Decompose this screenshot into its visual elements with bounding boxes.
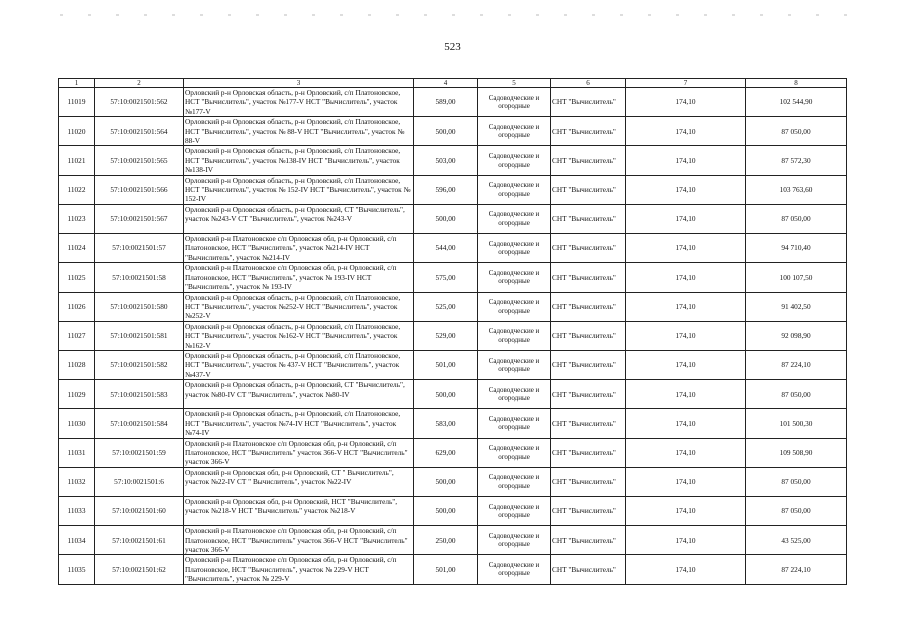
owner-name-cell: СНТ "Вычислитель"	[551, 175, 626, 204]
cadastral-value-cell: 87 050,00	[746, 204, 847, 233]
table-row	[59, 526, 847, 555]
permitted-use-cell: Садоводческие и огородные	[478, 146, 551, 175]
plot-area-cell: 589,00	[414, 88, 478, 117]
row-number-cell: 11021	[59, 146, 95, 175]
cadastral-value-cell: 87 050,00	[746, 380, 847, 409]
plot-address-cell: Орловский р-н Орловская область, р-н Орловский, с/п Платоновское, НСТ "Вычислитель", участок №138-IV НСТ "Вычислитель", участок №138-IV	[184, 146, 414, 175]
page-number: 523	[444, 41, 461, 53]
cadastral-rate-cell: 174,10	[626, 555, 746, 584]
table-row	[59, 146, 847, 175]
cadastral-rate-cell: 174,10	[626, 175, 746, 204]
cadastral-rate-cell: 174,10	[626, 321, 746, 350]
permitted-use-cell: Садоводческие и огородные	[478, 438, 551, 467]
owner-name-cell: СНТ "Вычислитель"	[551, 350, 626, 379]
row-number-cell: 11028	[59, 350, 95, 379]
row-number-cell: 11027	[59, 321, 95, 350]
row-number-cell: 11029	[59, 380, 95, 409]
scan-artifact-line	[60, 14, 850, 16]
plot-address-cell: Орловский р-н Орловская область, р-н Орловский, с/п Платоновское, НСТ "Вычислитель", участок №162-V НСТ "Вычислитель", участок №162-V	[184, 321, 414, 350]
table-row	[59, 467, 847, 496]
cadastral-value-cell: 87 572,30	[746, 146, 847, 175]
cadastral-rate-cell: 174,10	[626, 496, 746, 525]
permitted-use-cell: Садоводческие и огородные	[478, 555, 551, 584]
table-row	[59, 117, 847, 146]
row-number-cell: 11034	[59, 526, 95, 555]
column-header: 2	[95, 79, 184, 88]
cadastral-rate-cell: 174,10	[626, 292, 746, 321]
plot-area-cell: 544,00	[414, 234, 478, 263]
cadastral-number-cell: 57:10:0021501:580	[95, 292, 184, 321]
cadastral-number-cell: 57:10:0021501:567	[95, 204, 184, 233]
plot-area-cell: 500,00	[414, 380, 478, 409]
permitted-use-cell: Садоводческие и огородные	[478, 88, 551, 117]
owner-name-cell: СНТ "Вычислитель"	[551, 263, 626, 292]
cadastral-rate-cell: 174,10	[626, 146, 746, 175]
cadastral-number-cell: 57:10:0021501:582	[95, 350, 184, 379]
plot-area-cell: 500,00	[414, 496, 478, 525]
plot-address-cell: Орловский р-н Орловская область, р-н Орловский, СТ "Вычислитель", участок №80-IV СТ "Вычислитель", участок №80-IV	[184, 380, 414, 409]
plot-area-cell: 500,00	[414, 117, 478, 146]
cadastral-number-cell: 57:10:0021501:581	[95, 321, 184, 350]
owner-name-cell: СНТ "Вычислитель"	[551, 117, 626, 146]
plot-area-cell: 525,00	[414, 292, 478, 321]
row-number-cell: 11023	[59, 204, 95, 233]
table-row	[59, 496, 847, 525]
cadastral-value-cell: 100 107,50	[746, 263, 847, 292]
cadastral-value-cell: 91 402,50	[746, 292, 847, 321]
owner-name-cell: СНТ "Вычислитель"	[551, 496, 626, 525]
cadastral-rate-cell: 174,10	[626, 263, 746, 292]
owner-name-cell: СНТ "Вычислитель"	[551, 321, 626, 350]
row-number-cell: 11019	[59, 88, 95, 117]
cadastral-value-cell: 109 508,90	[746, 438, 847, 467]
column-header: 7	[626, 79, 746, 88]
plot-area-cell: 503,00	[414, 146, 478, 175]
cadastral-rate-cell: 174,10	[626, 438, 746, 467]
table-row	[59, 409, 847, 438]
plot-area-cell: 529,00	[414, 321, 478, 350]
table-row	[59, 175, 847, 204]
permitted-use-cell: Садоводческие и огородные	[478, 409, 551, 438]
plot-address-cell: Орловский р-н Орловская область, р-н Орловский, с/п Платоновское, НСТ "Вычислитель", участок № 437-V НСТ "Вычислитель", участок №437-V	[184, 350, 414, 379]
cadastral-number-cell: 57:10:0021501:6	[95, 467, 184, 496]
owner-name-cell: СНТ "Вычислитель"	[551, 555, 626, 584]
table-row	[59, 555, 847, 584]
cadastral-number-cell: 57:10:0021501:583	[95, 380, 184, 409]
cadastral-number-cell: 57:10:0021501:61	[95, 526, 184, 555]
column-header: 4	[414, 79, 478, 88]
cadastral-value-cell: 102 544,90	[746, 88, 847, 117]
plot-address-cell: Орловский р-н Орловская обл, р-н Орловский, НСТ "Вычислитель", участок №218-V НСТ "Вычислитель" участок №218-V	[184, 496, 414, 525]
cadastral-value-cell: 101 500,30	[746, 409, 847, 438]
permitted-use-cell: Садоводческие и огородные	[478, 117, 551, 146]
cadastral-value-cell: 94 710,40	[746, 234, 847, 263]
cadastral-value-cell: 43 525,00	[746, 526, 847, 555]
permitted-use-cell: Садоводческие и огородные	[478, 380, 551, 409]
cadastral-value-cell: 87 050,00	[746, 117, 847, 146]
cadastral-rate-cell: 174,10	[626, 117, 746, 146]
plot-address-cell: Орловский р-н Орловская область, р-н Орловский, с/п Платоновское, НСТ "Вычислитель", участок №177-V НСТ "Вычислитель", участок №177-V	[184, 88, 414, 117]
permitted-use-cell: Садоводческие и огородные	[478, 496, 551, 525]
row-number-cell: 11022	[59, 175, 95, 204]
cadastral-value-cell: 103 763,60	[746, 175, 847, 204]
owner-name-cell: СНТ "Вычислитель"	[551, 88, 626, 117]
plot-address-cell: Орловский р-н Платоновское с/п Орловская обл, р-н Орловский, с/п Платоновское, НСТ "Вычислитель", участок № 229-V НСТ "Вычислитель", участок № 229-V	[184, 555, 414, 584]
row-number-cell: 11032	[59, 467, 95, 496]
table-row	[59, 321, 847, 350]
owner-name-cell: СНТ "Вычислитель"	[551, 146, 626, 175]
cadastral-rate-cell: 174,10	[626, 234, 746, 263]
permitted-use-cell: Садоводческие и огородные	[478, 292, 551, 321]
plot-address-cell: Орловский р-н Орловская область, р-н Орловский, СТ "Вычислитель", участок №243-V СТ "Вычислитель", участок №243-V	[184, 204, 414, 233]
permitted-use-cell: Садоводческие и огородные	[478, 526, 551, 555]
column-header: 3	[184, 79, 414, 88]
plot-area-cell: 501,00	[414, 350, 478, 379]
permitted-use-cell: Садоводческие и огородные	[478, 321, 551, 350]
cadastral-number-cell: 57:10:0021501:562	[95, 88, 184, 117]
permitted-use-cell: Садоводческие и огородные	[478, 350, 551, 379]
row-number-cell: 11020	[59, 117, 95, 146]
permitted-use-cell: Садоводческие и огородные	[478, 175, 551, 204]
row-number-cell: 11035	[59, 555, 95, 584]
column-number-header-row	[59, 79, 847, 88]
table-row	[59, 438, 847, 467]
cadastral-rate-cell: 174,10	[626, 467, 746, 496]
table-row	[59, 292, 847, 321]
cadastral-number-cell: 57:10:0021501:58	[95, 263, 184, 292]
plot-address-cell: Орловский р-н Платоновское с/п Орловская обл, р-н Орловский, с/п Платоновское, НСТ "Вычислитель" участок 366-V НСТ "Вычислитель" участок 366-V	[184, 526, 414, 555]
cadastral-value-cell: 92 098,90	[746, 321, 847, 350]
plot-area-cell: 501,00	[414, 555, 478, 584]
table-row	[59, 380, 847, 409]
table-body	[59, 88, 847, 585]
permitted-use-cell: Садоводческие и огородные	[478, 263, 551, 292]
plot-area-cell: 250,00	[414, 526, 478, 555]
cadastral-number-cell: 57:10:0021501:566	[95, 175, 184, 204]
plot-address-cell: Орловский р-н Орловская область, р-н Орловский, с/п Платоновское, НСТ "Вычислитель", участок №252-V НСТ "Вычислитель", участок №252-V	[184, 292, 414, 321]
plot-address-cell: Орловский р-н Платоновское с/п Орловская обл, р-н Орловский, с/п Платоновское, НСТ "Вычислитель" участок 366-V НСТ "Вычислитель" участок 366-V	[184, 438, 414, 467]
cadastral-rate-cell: 174,10	[626, 409, 746, 438]
plot-address-cell: Орловский р-н Орловская область, р-н Орловский, с/п Платоновское, НСТ "Вычислитель", участок №74-IV НСТ "Вычислитель", участок №74-IV	[184, 409, 414, 438]
permitted-use-cell: Садоводческие и огородные	[478, 204, 551, 233]
cadastral-number-cell: 57:10:0021501:584	[95, 409, 184, 438]
table-row	[59, 204, 847, 233]
cadastral-number-cell: 57:10:0021501:564	[95, 117, 184, 146]
cadastral-rate-cell: 174,10	[626, 350, 746, 379]
cadastral-number-cell: 57:10:0021501:565	[95, 146, 184, 175]
cadastral-value-cell: 87 224,10	[746, 555, 847, 584]
row-number-cell: 11024	[59, 234, 95, 263]
column-header: 6	[551, 79, 626, 88]
owner-name-cell: СНТ "Вычислитель"	[551, 204, 626, 233]
column-header: 1	[59, 79, 95, 88]
row-number-cell: 11030	[59, 409, 95, 438]
cadastral-number-cell: 57:10:0021501:57	[95, 234, 184, 263]
owner-name-cell: СНТ "Вычислитель"	[551, 467, 626, 496]
plot-address-cell: Орловский р-н Орловская область, р-н Орловский, с/п Платоновское, НСТ "Вычислитель", участок № 88-V НСТ "Вычислитель", участок № 88-V	[184, 117, 414, 146]
permitted-use-cell: Садоводческие и огородные	[478, 467, 551, 496]
land-registry-table	[58, 78, 847, 585]
cadastral-rate-cell: 174,10	[626, 380, 746, 409]
table-row	[59, 350, 847, 379]
owner-name-cell: СНТ "Вычислитель"	[551, 409, 626, 438]
plot-area-cell: 575,00	[414, 263, 478, 292]
plot-address-cell: Орловский р-н Платоновское с/п Орловская обл, р-н Орловский, с/п Платоновское, НСТ "Вычислитель", участок №214-IV НСТ "Вычислитель", участок №214-IV	[184, 234, 414, 263]
owner-name-cell: СНТ "Вычислитель"	[551, 526, 626, 555]
owner-name-cell: СНТ "Вычислитель"	[551, 234, 626, 263]
owner-name-cell: СНТ "Вычислитель"	[551, 380, 626, 409]
cadastral-rate-cell: 174,10	[626, 526, 746, 555]
plot-area-cell: 596,00	[414, 175, 478, 204]
table-row	[59, 88, 847, 117]
cadastral-number-cell: 57:10:0021501:62	[95, 555, 184, 584]
cadastral-number-cell: 57:10:0021501:60	[95, 496, 184, 525]
column-header: 5	[478, 79, 551, 88]
plot-area-cell: 629,00	[414, 438, 478, 467]
row-number-cell: 11026	[59, 292, 95, 321]
cadastral-value-cell: 87 050,00	[746, 467, 847, 496]
row-number-cell: 11025	[59, 263, 95, 292]
plot-address-cell: Орловский р-н Орловская обл, р-н Орловский, СТ " Вычислитель", участок №22-IV СТ " Вычислитель", участок №22-IV	[184, 467, 414, 496]
permitted-use-cell: Садоводческие и огородные	[478, 234, 551, 263]
cadastral-rate-cell: 174,10	[626, 204, 746, 233]
table-row	[59, 234, 847, 263]
plot-address-cell: Орловский р-н Орловская область, р-н Орловский, с/п Платоновское, НСТ "Вычислитель", участок № 152-IV НСТ "Вычислитель", участок № 152-IV	[184, 175, 414, 204]
row-number-cell: 11033	[59, 496, 95, 525]
cadastral-value-cell: 87 050,00	[746, 496, 847, 525]
column-header: 8	[746, 79, 847, 88]
cadastral-rate-cell: 174,10	[626, 88, 746, 117]
plot-area-cell: 500,00	[414, 204, 478, 233]
plot-area-cell: 500,00	[414, 467, 478, 496]
owner-name-cell: СНТ "Вычислитель"	[551, 292, 626, 321]
cadastral-number-cell: 57:10:0021501:59	[95, 438, 184, 467]
owner-name-cell: СНТ "Вычислитель"	[551, 438, 626, 467]
plot-area-cell: 583,00	[414, 409, 478, 438]
row-number-cell: 11031	[59, 438, 95, 467]
plot-address-cell: Орловский р-н Платоновское с/п Орловская обл, р-н Орловский, с/п Платоновское, НСТ "Вычислитель", участок № 193-IV НСТ "Вычислитель", участок № 193-IV	[184, 263, 414, 292]
cadastral-value-cell: 87 224,10	[746, 350, 847, 379]
table-row	[59, 263, 847, 292]
